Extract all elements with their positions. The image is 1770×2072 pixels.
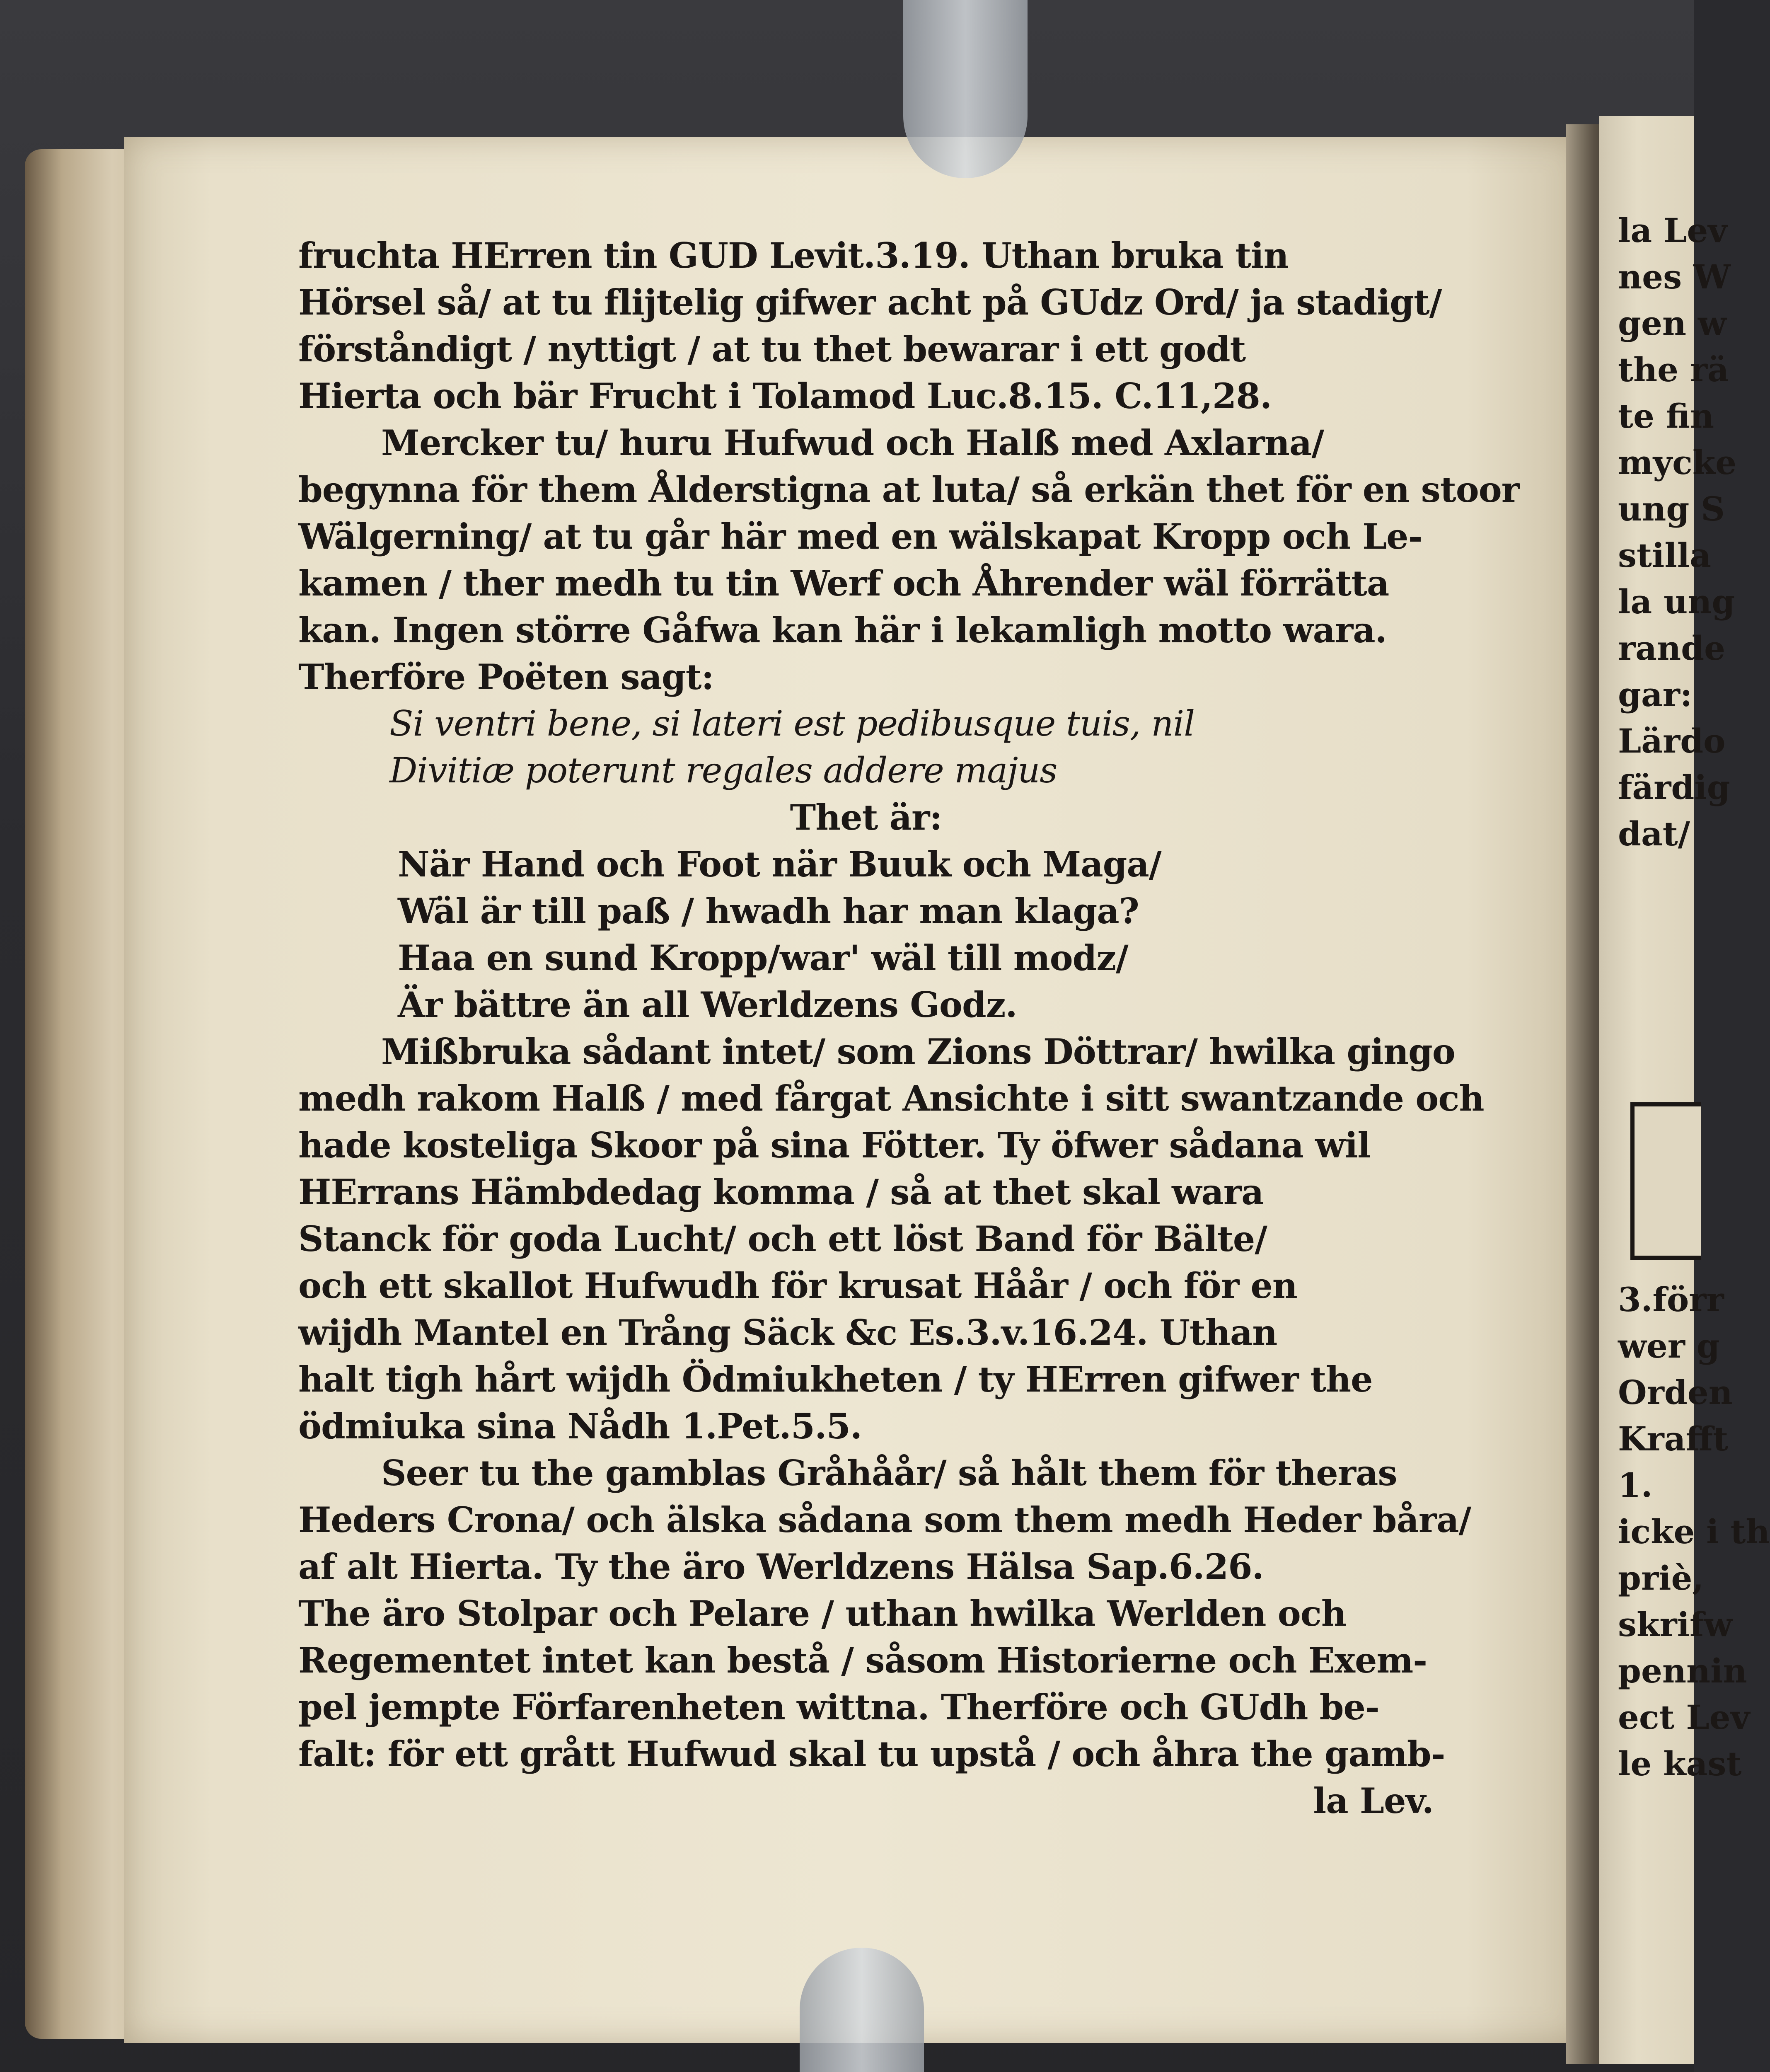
facing-page-text-lower <box>1618 1276 1770 1787</box>
text-line: Divitiæ poterunt regales addere majus <box>389 750 1057 791</box>
text-line: Wäl är till paß / hwadh har man klaga? <box>398 891 1139 932</box>
facing-line: gar: <box>1618 675 1693 714</box>
facing-line: gen w <box>1618 304 1726 343</box>
facing-line: rande <box>1618 629 1725 668</box>
facing-line: 3.förr <box>1618 1280 1724 1319</box>
text-line: Heders Crona/ och älska sådana som them medh Heder båra/ <box>298 1499 1471 1540</box>
facing-line: pennin <box>1618 1651 1747 1690</box>
text-line: fruchta HErren tin GUD Levit.3.19. Uthan bruka tin <box>298 235 1289 276</box>
facing-line: Orden <box>1618 1373 1733 1412</box>
text-line: halt tigh hårt wijdh Ödmiukheten / ty HErren gifwer the <box>298 1359 1373 1400</box>
text-line: Wälgerning/ at tu går här med en wälskapat Kropp och Le- <box>298 516 1422 557</box>
text-line: Seer tu the gamblas Gråhåår/ så hålt them för theras <box>381 1452 1397 1493</box>
facing-line: ect Lev <box>1618 1698 1750 1737</box>
facing-line: mycke <box>1618 443 1737 482</box>
facing-line: ung S <box>1618 489 1725 528</box>
facing-line: dat/ <box>1618 814 1690 853</box>
facing-line: la Lev <box>1618 211 1727 250</box>
text-line: medh rakom Halß / med fårgat Ansichte i sitt swantzande och <box>298 1078 1484 1119</box>
text-line: la Lev. <box>1313 1780 1434 1821</box>
text-line: Är bättre än all Werldzens Godz. <box>398 984 1017 1025</box>
text-line: Therföre Poëten sagt: <box>298 656 714 697</box>
facing-line: icke i th <box>1618 1512 1770 1551</box>
text-line: falt: för ett grått Hufwud skal tu upstå / och åhra the gamb- <box>298 1733 1445 1774</box>
text-line: Stanck för goda Lucht/ och ett löst Band för Bälte/ <box>298 1218 1267 1259</box>
facing-line: priè, <box>1618 1559 1704 1598</box>
text-line: Mercker tu/ huru Hufwud och Halß med Axlarna/ <box>381 422 1324 463</box>
text-line: Hierta och bär Frucht i Tolamod Luc.8.15. C.11,28. <box>298 375 1272 416</box>
facing-line: färdig <box>1618 768 1730 807</box>
text-line: Regementet intet kan bestå / såsom Historierne och Exem- <box>298 1640 1427 1681</box>
facing-line: te fin <box>1618 397 1714 436</box>
facing-line: Lärdo <box>1618 721 1726 760</box>
text-line: Haa en sund Kropp/war' wäl till modz/ <box>398 937 1128 978</box>
text-line: Si ventri bene, si lateri est pedibusque tuis, nil <box>389 703 1195 744</box>
text-line: kamen / ther medh tu tin Werf och Åhrender wäl förrätta <box>298 563 1389 604</box>
page-text <box>298 232 1520 1824</box>
facing-line: the rä <box>1618 350 1729 389</box>
text-line: The äro Stolpar och Pelare / uthan hwilka Werlden och <box>298 1593 1346 1634</box>
text-line: Mißbruka sådant intet/ som Zions Döttrar/ hwilka gingo <box>381 1031 1455 1072</box>
facing-line: 1. <box>1618 1466 1653 1505</box>
text-line: pel jempte Förfarenheten wittna. Therföre och GUdh be- <box>298 1687 1379 1728</box>
text-line: hade kosteliga Skoor på sina Fötter. Ty öfwer sådana wil <box>298 1125 1371 1166</box>
text-line: HErrans Hämbdedag komma / så at thet skal wara <box>298 1172 1264 1213</box>
facing-line: nes W <box>1618 257 1731 296</box>
page-holder-clip-top <box>903 0 1028 178</box>
text-line: kan. Ingen större Gåfwa kan här i lekamligh motto wara. <box>298 610 1387 651</box>
text-line: Hörsel så/ at tu flijtelig gifwer acht på GUdz Ord/ ja stadigt/ <box>298 282 1442 323</box>
facing-page-text-upper <box>1618 207 1736 857</box>
text-line: När Hand och Foot när Buuk och Maga/ <box>398 844 1161 885</box>
text-line: ödmiuka sina Nådh 1.Pet.5.5. <box>298 1406 862 1447</box>
text-line: förståndigt / nyttigt / at tu thet bewarar i ett godt <box>298 329 1246 370</box>
text-line: och ett skallot Hufwudh för krusat Håår / och för en <box>298 1265 1297 1306</box>
facing-line: le kast <box>1618 1744 1742 1783</box>
decorated-initial <box>1630 1102 1701 1260</box>
facing-line: wer g <box>1618 1326 1720 1365</box>
text-line: af alt Hierta. Ty the äro Werldzens Hälsa Sap.6.26. <box>298 1546 1264 1587</box>
facing-line: la ung <box>1618 582 1735 621</box>
text-line: Thet är: <box>790 797 942 838</box>
text-line: begynna för them Ålderstigna at luta/ så erkän thet för en stoor <box>298 469 1520 510</box>
facing-line: Krafft <box>1618 1419 1729 1458</box>
facing-line: stilla <box>1618 536 1711 575</box>
facing-line: skrifw <box>1618 1605 1733 1644</box>
text-line: wijdh Mantel en Trång Säck &c Es.3.v.16.24. Uthan <box>298 1312 1277 1353</box>
page-holder-clip-bottom <box>800 1948 924 2072</box>
